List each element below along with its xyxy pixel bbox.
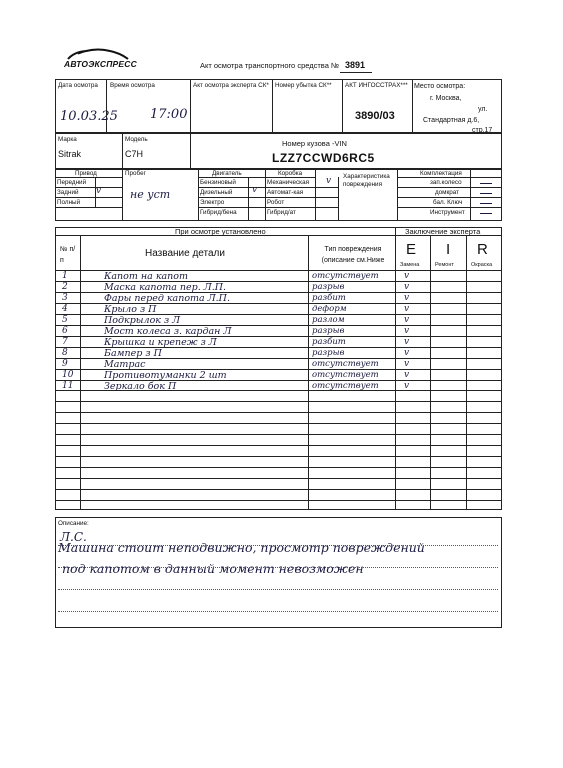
row-replace-mark: v bbox=[404, 325, 410, 336]
engine-electric: Электро bbox=[200, 199, 225, 206]
row-divider bbox=[55, 467, 502, 468]
row-number: 4 bbox=[62, 303, 68, 314]
place-address: Стандартная д.6, bbox=[423, 117, 480, 124]
row-divider bbox=[55, 456, 502, 457]
row-part-name: Матрас bbox=[104, 358, 146, 370]
gearbox-auto: Автомат-кая bbox=[267, 189, 304, 196]
kit-wrench: бал. Ключ bbox=[433, 199, 463, 206]
row-replace-mark: v bbox=[404, 314, 410, 325]
row-replace-mark: v bbox=[404, 303, 410, 314]
row-number: 6 bbox=[62, 325, 68, 336]
gearbox-hybrid: Гибрид/ат bbox=[267, 209, 296, 216]
row-divider bbox=[55, 445, 502, 446]
place-label: Место осмотра: bbox=[414, 83, 466, 90]
row-damage-type: разрыв bbox=[312, 347, 345, 358]
ingos-value: 3890/03 bbox=[355, 110, 395, 122]
drive-full: Полный bbox=[57, 199, 81, 206]
col-r-sub: Окраска bbox=[471, 262, 493, 268]
col-e-sub: Замена bbox=[400, 262, 420, 268]
mileage-value: не уст bbox=[130, 188, 171, 201]
engine-diesel: Дизельный bbox=[200, 189, 233, 196]
col-e-header: E bbox=[406, 241, 417, 258]
model-label: Модель bbox=[125, 136, 148, 143]
act-title: Акт осмотра транспортного средства № bbox=[200, 61, 340, 70]
date-value: 10.03.25 bbox=[60, 109, 118, 124]
row-number: 9 bbox=[62, 358, 68, 369]
row-divider bbox=[55, 401, 502, 402]
row-part-name: Фары перед капота Л.П. bbox=[104, 292, 230, 304]
row-replace-mark: v bbox=[404, 380, 410, 391]
row-damage-type: разбит bbox=[312, 292, 346, 303]
row-part-name: Крышка и крепеж з Л bbox=[104, 336, 217, 348]
row-number: 5 bbox=[62, 314, 68, 325]
row-number: 2 bbox=[62, 281, 68, 292]
row-number: 11 bbox=[62, 380, 74, 391]
row-part-name: Противотуманки 2 шт bbox=[104, 369, 227, 381]
row-damage-type: разлом bbox=[312, 314, 345, 325]
description-rule bbox=[58, 611, 498, 612]
engine-hybrid: Гибрид/бена bbox=[200, 209, 237, 216]
time-value: 17:00 bbox=[150, 107, 188, 122]
row-replace-mark: v bbox=[404, 271, 410, 281]
row-damage-type: разрыв bbox=[312, 325, 345, 336]
row-damage-type: отсутствует bbox=[312, 369, 379, 380]
kit-spare-wheel: зап.колесо bbox=[430, 179, 462, 186]
row-damage-type: разбит bbox=[312, 336, 346, 347]
act-number: 3891 bbox=[345, 60, 366, 70]
logo-text: АВТОЭКСПРЕСС bbox=[64, 59, 137, 69]
row-divider bbox=[55, 478, 502, 479]
row-part-name: Подкрылок з Л bbox=[104, 314, 181, 326]
row-part-name: Капот на капот bbox=[104, 271, 189, 282]
engine-petrol: Бензиновый bbox=[200, 179, 236, 186]
expert-act-label: Акт осмотра эксперта СК* bbox=[193, 82, 269, 89]
row-number: 10 bbox=[62, 369, 74, 380]
row-damage-type: разрыв bbox=[312, 281, 345, 292]
gearbox-label: Коробка bbox=[278, 170, 303, 177]
row-part-name: Бампер з П bbox=[104, 347, 162, 359]
description-label: Описание: bbox=[58, 520, 89, 527]
row-number: 3 bbox=[62, 292, 68, 303]
loss-number-label: Номер убытка СК** bbox=[275, 82, 332, 89]
drive-rear-check: v bbox=[96, 186, 102, 196]
description-rule bbox=[58, 545, 498, 546]
row-part-name: Зеркало бок П bbox=[104, 380, 177, 392]
model-value: C7H bbox=[125, 149, 144, 159]
row-divider bbox=[55, 423, 502, 424]
damage-char-label: Характеристика повреждения bbox=[343, 173, 390, 189]
drive-front: Передний bbox=[57, 179, 87, 186]
col-name-header: Название детали bbox=[145, 248, 225, 259]
col-r-header: R bbox=[477, 241, 488, 258]
row-damage-type: отсутствует bbox=[312, 271, 379, 281]
row-divider bbox=[55, 489, 502, 490]
row-damage-type: отсутствует bbox=[312, 358, 379, 369]
time-label: Время осмотра bbox=[110, 82, 155, 89]
kit-label: Комплектация bbox=[420, 170, 462, 177]
drive-rear: Задний bbox=[57, 189, 79, 196]
row-divider bbox=[55, 434, 502, 435]
description-rule bbox=[58, 589, 498, 590]
description-line-1: Машина стоит неподвижно, просмотр повреждений bbox=[58, 540, 425, 555]
row-number: 7 bbox=[62, 336, 68, 347]
gearbox-manual: Механическая bbox=[267, 179, 309, 186]
place-building: стр.17 bbox=[472, 127, 493, 134]
engine-label: Двигатель bbox=[212, 170, 242, 177]
col-i-sub: Ремонт bbox=[435, 262, 454, 268]
row-replace-mark: v bbox=[404, 347, 410, 358]
kit-tools: Инструмент bbox=[430, 209, 465, 216]
col-type-header: Тип повреждения (описание см.Ниже bbox=[321, 246, 385, 265]
engine-diesel-check: v bbox=[252, 185, 258, 195]
expert-conclusion-label: Заключение эксперта bbox=[405, 227, 481, 236]
row-part-name: Мост колеса з. кардан Л bbox=[104, 325, 232, 337]
description-rule bbox=[58, 567, 498, 568]
mileage-label: Пробег bbox=[125, 170, 146, 177]
date-label: Дата осмотра bbox=[58, 82, 98, 89]
col-no-header: № п/п bbox=[60, 246, 76, 265]
row-part-name: Маска капота пер. Л.П. bbox=[104, 281, 227, 293]
description-line-2: под капотом в данный момент невозможен bbox=[62, 561, 364, 576]
row-replace-mark: v bbox=[404, 336, 410, 347]
section-label: При осмотре установлено bbox=[175, 227, 266, 236]
row-replace-mark: v bbox=[404, 292, 410, 303]
description-note: Л.С. bbox=[60, 530, 87, 544]
make-value: Sitrak bbox=[58, 149, 82, 159]
row-divider bbox=[55, 500, 502, 501]
kit-jack: домкрат bbox=[435, 189, 460, 196]
place-city: г. Москва, bbox=[430, 95, 462, 102]
row-replace-mark: v bbox=[404, 369, 410, 380]
row-number: 8 bbox=[62, 347, 68, 358]
row-damage-type: отсутствует bbox=[312, 380, 379, 391]
row-damage-type: деформ bbox=[312, 303, 347, 314]
vin-value: LZZ7CCWD6RC5 bbox=[272, 151, 375, 165]
drive-label: Привод bbox=[75, 170, 97, 177]
ingos-label: АКТ ИНГОССТРАХ*** bbox=[345, 82, 408, 89]
make-label: Марка bbox=[58, 136, 77, 143]
row-divider bbox=[55, 412, 502, 413]
vin-label: Номер кузова -VIN bbox=[282, 139, 347, 148]
row-number: 1 bbox=[62, 271, 68, 281]
col-i-header: I bbox=[446, 241, 451, 258]
row-part-name: Крыло з П bbox=[104, 303, 157, 315]
place-street: ул. bbox=[478, 106, 488, 113]
logo bbox=[64, 47, 137, 71]
row-replace-mark: v bbox=[404, 358, 410, 369]
gearbox-manual-check: v bbox=[326, 176, 332, 186]
gearbox-robot: Робот bbox=[267, 199, 285, 206]
row-replace-mark: v bbox=[404, 281, 410, 292]
